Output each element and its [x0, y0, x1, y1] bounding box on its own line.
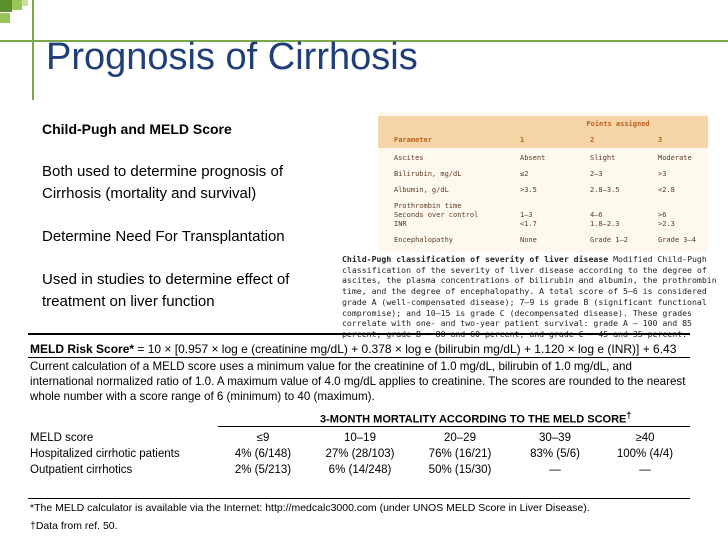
column-header: Parameter [394, 136, 432, 144]
left-paragraph: Determine Need For Transplantation [42, 228, 285, 245]
cell: 83% (5/6) [530, 448, 580, 460]
row-label: MELD score [30, 432, 94, 444]
cell: 10–19 [344, 432, 376, 444]
value-cell: >3 [658, 170, 667, 178]
decor-square [0, 13, 10, 23]
meld-bottom-rule [28, 498, 690, 499]
param-cell: INR [394, 220, 407, 228]
table-row [30, 464, 690, 478]
value-cell: ≤2 [520, 170, 529, 178]
meld-score-label: MELD Risk Score* [30, 342, 135, 356]
meld-description: Current calculation of a MELD score uses a minimum value for the creatinine of 1.0 mg/dL, bilirubin of 1.0 mg/dL, and international normalized ratio of 1.0. A maximum value of 4.0 mg/dL applies to creatinine. The scores are rounded to the nearest whole number with a score range of 6 (minimum) to 40 (maximum). [30, 360, 686, 403]
table-row [30, 448, 690, 462]
value-cell: Grade 1–2 [590, 236, 628, 244]
left-paragraph: Used in studies to determine effect of treatment on liver function [42, 271, 290, 310]
cell: — [549, 464, 561, 476]
points-assigned-header: Points assigned [586, 120, 650, 128]
param-cell: Ascites [394, 154, 424, 162]
value-cell: Grade 3–4 [658, 236, 696, 244]
dagger-mark: † [626, 410, 632, 420]
cell: 30–39 [539, 432, 571, 444]
decor-square [0, 0, 12, 12]
meld-formula: = 10 × [0.957 × log e (creatinine mg/dL) + 0.378 × log e (bilirubin mg/dL) + 1.120 × log e (INR)] + 6.43 [137, 342, 677, 356]
value-cell: Moderate [658, 154, 692, 162]
slide-bullets [42, 118, 342, 334]
value-cell: 2.8–3.5 [590, 186, 620, 194]
decor-square [22, 0, 28, 6]
mortality-header-text: 3-MONTH MORTALITY ACCORDING TO THE MELD SCORE [320, 413, 627, 426]
param-cell: Encephalopathy [394, 236, 454, 244]
child-pugh-table [378, 112, 708, 252]
mortality-header [320, 410, 631, 426]
decor-vertical-line [32, 0, 34, 100]
cell: 20–29 [444, 432, 476, 444]
value-cell: None [520, 236, 537, 244]
param-cell: Bilirubin, mg/dL [394, 170, 462, 178]
value-cell: >2.3 [658, 220, 675, 228]
footnote: *The MELD calculator is available via the Internet: http://medcalc3000.com (under UNOS MELD Score in Liver Disease). [30, 502, 590, 514]
row-label: Hospitalized cirrhotic patients [30, 448, 180, 460]
cell: ≤9 [256, 432, 270, 444]
table-row [30, 432, 690, 446]
column-header: 1 [520, 136, 525, 144]
footnote: †Data from ref. 50. [30, 520, 118, 532]
value-cell: <2.8 [658, 186, 675, 194]
param-cell: Seconds over control [394, 211, 479, 219]
value-cell: 1–3 [520, 211, 533, 219]
value-cell: >6 [658, 211, 667, 219]
value-cell: <1.7 [520, 220, 537, 228]
meld-rule [28, 357, 690, 358]
value-cell: Absent [520, 154, 546, 162]
value-cell: 2–3 [590, 170, 603, 178]
cell: ≥40 [635, 432, 655, 444]
cell: 50% (15/30) [428, 464, 492, 476]
caption-title: Child-Pugh classification of severity of liver disease [342, 254, 609, 264]
left-heading: Child-Pugh and MELD Score [42, 121, 232, 137]
value-cell: 4–6 [590, 211, 603, 219]
caption-body: Modified Child-Pugh classification of the severity of liver disease according to the degree of ascites, the plasma concentrations of bilirubin and albumin, the prothrombin time, and the degree of encephalopathy. A total score of 5–6 is considered grade A (well-compensated disease); 7–9 is grade B (significant functional compromise); and 10–15 is grade C (decompensated disease). These grades correlate with one- and two-year patient survival: grade A – 100 and 85 [342, 254, 717, 329]
mortality-rule [218, 426, 690, 427]
child-pugh-caption [342, 254, 722, 340]
param-cell: Albumin, g/dL [394, 186, 449, 194]
meld-top-rule [28, 333, 690, 335]
slide-title: Prognosis of Cirrhosis [46, 36, 418, 78]
row-label: Outpatient cirrhotics [30, 464, 133, 476]
param-cell: Prothrombin time [394, 202, 462, 210]
left-paragraph: Both used to determine prognosis of Cirrhosis (mortality and survival) [42, 163, 283, 202]
cell: 27% (28/103) [325, 448, 395, 460]
meld-score-formula [30, 341, 690, 357]
cell: 76% (16/21) [428, 448, 492, 460]
column-header: 3 [658, 136, 663, 144]
column-header: 2 [590, 136, 595, 144]
cell: 2% (5/213) [234, 464, 292, 476]
value-cell: 1.8–2.3 [590, 220, 620, 228]
value-cell: >3.5 [520, 186, 537, 194]
cell: 100% (4/4) [616, 448, 674, 460]
cell: 6% (14/248) [328, 464, 392, 476]
cell: — [639, 464, 651, 476]
cell: 4% (6/148) [234, 448, 292, 460]
decor-square [12, 0, 22, 10]
value-cell: Slight [590, 154, 616, 162]
